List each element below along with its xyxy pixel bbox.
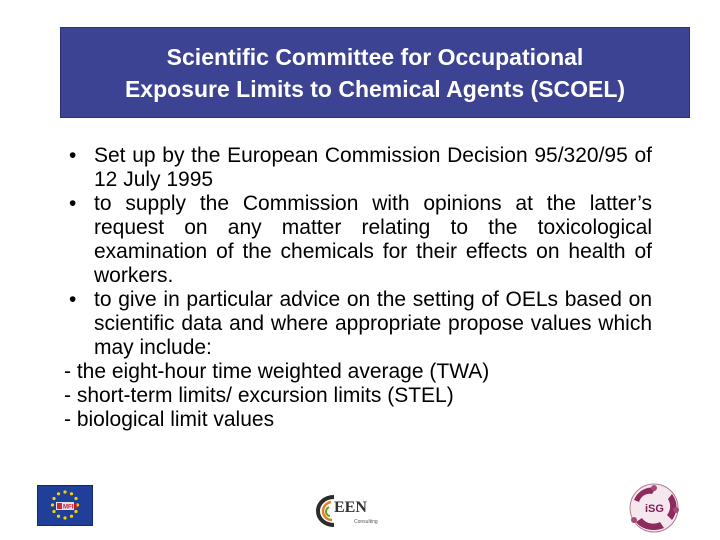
bullet-text: Set up by the European Commission Decision 95/320/95 of 12 July 1995 xyxy=(94,144,652,191)
eu-flag-logo xyxy=(37,485,93,526)
bullet-text: to supply the Commission with opinions at the latter’s request on any matter relating to the toxicological examination of the chemicals for their effects on health of workers. xyxy=(94,192,652,287)
bullet-marker: • xyxy=(69,192,77,215)
bullet-item xyxy=(64,288,652,360)
een-logo-subtext: Consulting xyxy=(354,519,378,525)
bullet-item xyxy=(64,192,652,288)
dash-item: - short-term limits/ excursion limits (STEL) xyxy=(64,384,454,407)
bullet-text: to give in particular advice on the setting of OELs based on scientific data and where appropriate propose values which may include: xyxy=(94,288,652,359)
slide-title-line-1: Scientific Committee for Occupational xyxy=(166,43,584,70)
bullet-marker: • xyxy=(69,288,77,311)
dash-item: - biological limit values xyxy=(64,408,275,431)
een-logo xyxy=(314,493,384,529)
bullet-marker: • xyxy=(69,144,77,167)
slide-content xyxy=(64,144,652,432)
isg-logo-text: iSG xyxy=(645,503,664,515)
bullet-item xyxy=(64,144,652,192)
een-logo-text: EEN xyxy=(334,499,367,516)
slide-title-box xyxy=(60,27,690,118)
eu-logo-label: MFIB xyxy=(63,504,78,511)
slide-title-line-2: Exposure Limits to Chemical Agents (SCOEL) xyxy=(124,75,626,102)
dash-item: - the eight-hour time weighted average (TWA) xyxy=(64,360,490,383)
eu-stars-icon xyxy=(38,486,92,525)
isg-logo xyxy=(624,480,684,536)
